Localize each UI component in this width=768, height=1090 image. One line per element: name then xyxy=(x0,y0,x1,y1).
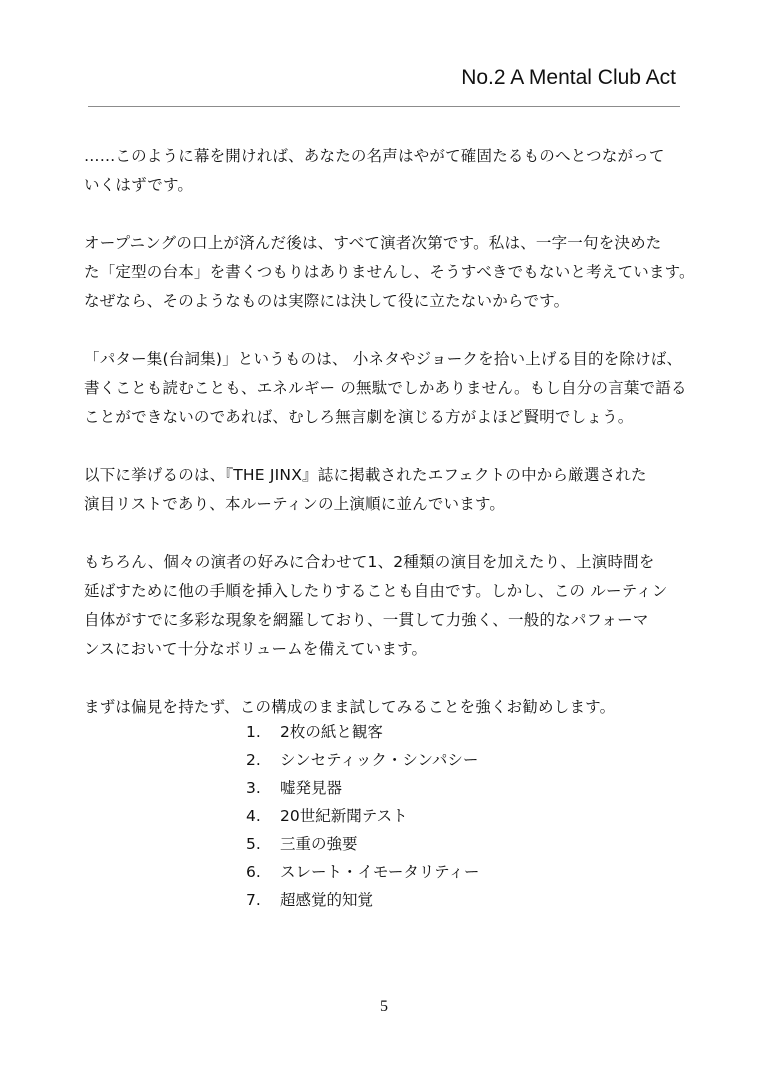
paragraph-program-intro xyxy=(84,461,688,519)
list-item xyxy=(246,830,479,858)
list-item xyxy=(246,774,479,802)
paragraph-line: 自体がすでに多彩な現象を網羅しており、一貫して力強く、一般的なパフォーマ xyxy=(84,611,649,629)
paragraph-line: いくはずです。 xyxy=(84,176,194,194)
list-item-label: 2枚の紙と観客 xyxy=(280,723,383,741)
list-item-label: 三重の強要 xyxy=(280,835,358,853)
paragraph-patter xyxy=(84,345,688,432)
paragraph-line: なぜなら、そのようなものは実際には決して役に立たないからです。 xyxy=(84,292,570,310)
paragraph-line: 「パター集(台詞集)」というものは、 小ネタやジョークを拾い上げる目的を除けば、 xyxy=(84,350,683,368)
list-item xyxy=(246,746,479,774)
paragraph-line: ことができないのであれば、むしろ無言劇を演じる方がよほど賢明でしょう。 xyxy=(84,408,634,426)
header-title: No.2 A Mental Club Act xyxy=(461,66,676,89)
paragraph-intro xyxy=(84,142,688,200)
list-item-number: 7. xyxy=(246,891,261,909)
list-item-label: 20世紀新聞テスト xyxy=(280,807,408,825)
list-item-number: 1. xyxy=(246,723,261,741)
body-text xyxy=(84,142,695,751)
list-item-number: 2. xyxy=(246,751,261,769)
list-item-label: シンセティック・シンパシー xyxy=(280,751,479,769)
list-item-number: 4. xyxy=(246,807,261,825)
paragraph-line: ンスにおいて十分なボリュームを備えています。 xyxy=(84,640,428,658)
list-item xyxy=(246,858,479,886)
paragraph-opening xyxy=(84,229,695,316)
list-item-number: 5. xyxy=(246,835,261,853)
program-list xyxy=(246,718,479,914)
paragraph-line: オープニングの口上が済んだ後は、すべて演者次第です。私は、一字一句を決めた xyxy=(84,234,662,252)
paragraph-line: 演目リストであり、本ルーティンの上演順に並んでいます。 xyxy=(84,495,506,513)
list-item-number: 3. xyxy=(246,779,261,797)
list-item-label: 超感覚的知覚 xyxy=(280,891,374,909)
paragraph-line: 延ばすために他の手順を挿入したりすることも自由です。しかし、この ルーティン xyxy=(84,582,668,600)
paragraph-line: まずは偏見を持たず、この構成のまま試してみることを強くお勧めします。 xyxy=(84,698,616,716)
paragraph-line: 書くことも読むことも、エネルギー の無駄でしかありません。もし自分の言葉で語る xyxy=(84,379,687,397)
list-item-label: スレート・イモータリティー xyxy=(280,863,480,881)
list-item xyxy=(246,886,479,914)
list-item xyxy=(246,802,479,830)
paragraph-line: もちろん、個々の演者の好みに合わせて1、2種類の演目を加えたり、上演時間を xyxy=(84,553,655,571)
list-item xyxy=(246,718,479,746)
paragraph-line: た「定型の台本」を書くつもりはありませんし、そうすべきでもないと考えています。 xyxy=(84,263,695,281)
paragraph-customization xyxy=(84,548,688,664)
list-item-number: 6. xyxy=(246,863,261,881)
paragraph-line: ……このように幕を開ければ、あなたの名声はやがて確固たるものへとつながって xyxy=(84,147,665,165)
paragraph-line: 以下に挙げるのは、『THE JINX』誌に掲載されたエフェクトの中から厳選された xyxy=(84,466,647,484)
list-item-label: 嘘発見器 xyxy=(280,779,343,797)
page-number: 5 xyxy=(380,998,388,1015)
header-divider xyxy=(88,106,680,107)
